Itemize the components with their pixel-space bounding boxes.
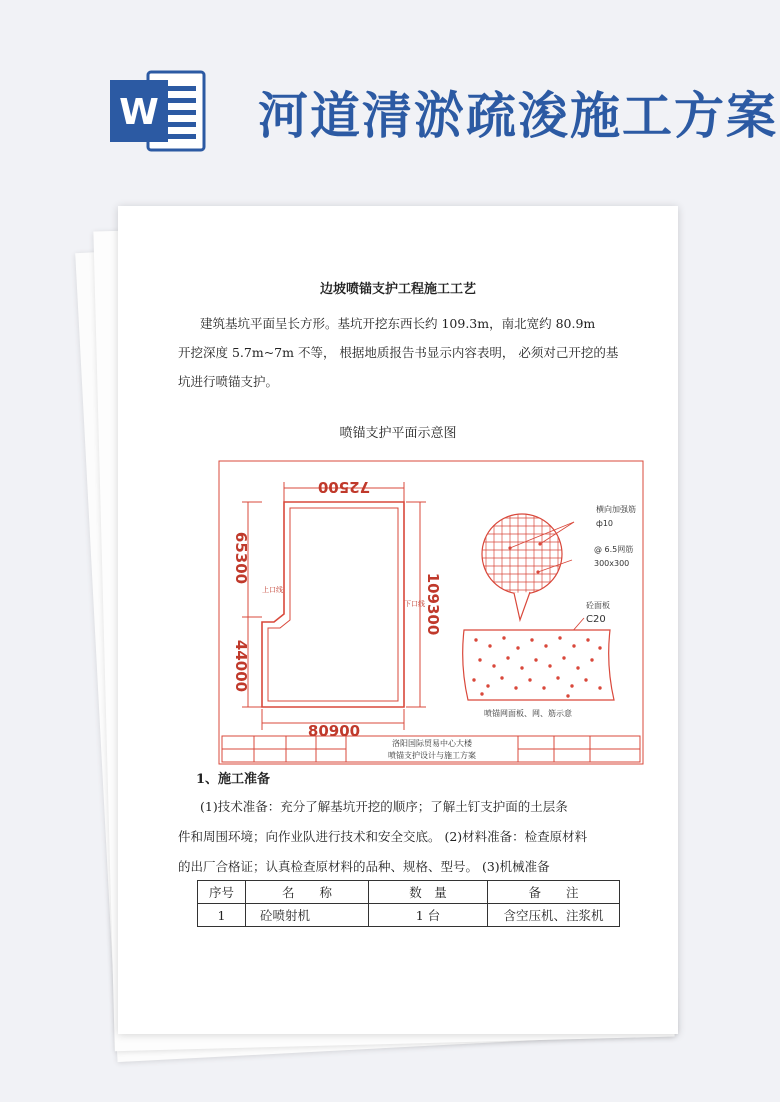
equipment-table: [197, 880, 620, 927]
cell-notes: 含空压机、注浆机: [488, 904, 620, 927]
cell-name: 砼喷射机: [246, 904, 369, 927]
prep-line: 件和周围环境；向作业队进行技术和安全交底。 (2)材料准备：检查原材料: [178, 829, 588, 844]
document-page: [118, 206, 678, 1034]
dim-bottom: 80900: [307, 722, 361, 740]
shotcrete-panel: [463, 630, 614, 718]
label-lower-right: 下口线: [404, 600, 425, 608]
col-header-no: 序号: [198, 881, 246, 904]
header: [0, 0, 780, 190]
detail-caption: 喷锚网面板、网、筋示意: [484, 709, 572, 718]
intro-line: 开挖深度 5.7m~7m 不等， 根据地质报告书显示内容表明， 必须对己开挖的基: [178, 345, 619, 360]
title-block-line1: 洛阳国际贸易中心大楼: [392, 739, 472, 748]
intro-line: 建筑基坑平面呈长方形。基坑开挖东西长约 109.3m，南北宽约 80.9m: [200, 316, 596, 331]
dim-left-lower: 44000: [232, 639, 250, 693]
dim-top: 72500: [317, 478, 371, 496]
mesh-detail: [482, 504, 636, 648]
callout-3: 砼面板: [586, 601, 610, 610]
dim-right: 109300: [424, 572, 442, 636]
dim-left-upper: 65300: [232, 531, 250, 585]
cell-no: 1: [198, 904, 246, 927]
pit-outline: [262, 502, 404, 707]
word-icon-letter: W: [119, 92, 159, 133]
heading-construction-prep: 1、施工准备: [196, 772, 271, 787]
title-block-line2: 喷锚支护设计与施工方案: [388, 751, 476, 760]
table-row: [198, 904, 620, 927]
col-header-notes: 备 注: [488, 881, 620, 904]
cell-qty: 1 台: [369, 904, 488, 927]
document-title: 河道清淤疏浚施工方案: [258, 86, 778, 145]
col-header-qty: 数 量: [369, 881, 488, 904]
label-upper-left: 上口线: [262, 586, 283, 594]
prep-line: (1)技术准备：充分了解基坑开挖的顺序；了解土钉支护面的土层条: [200, 799, 568, 814]
section-title: 边坡喷锚支护工程施工工艺: [319, 282, 476, 297]
callout-1: 横向加强筋: [596, 505, 636, 514]
callout-3-sub: C20: [586, 614, 606, 625]
intro-paragraph: [178, 309, 660, 396]
prep-paragraph: [178, 792, 660, 882]
anchor-support-plan-drawing: [218, 460, 644, 765]
intro-line: 坑进行喷锚支护。: [178, 374, 279, 389]
prep-line: 的出厂合格证；认真检查原材料的品种、规格、型号。 (3)机械准备: [178, 859, 550, 874]
callout-2-sub: 300x300: [594, 559, 630, 568]
word-app-icon: [108, 68, 208, 154]
table-header-row: [198, 881, 620, 904]
figure-caption: 喷锚支护平面示意图: [339, 426, 457, 441]
callout-1-sub: ф10: [596, 519, 614, 528]
col-header-name: 名 称: [246, 881, 369, 904]
callout-2: @ 6.5网筋: [594, 545, 634, 554]
